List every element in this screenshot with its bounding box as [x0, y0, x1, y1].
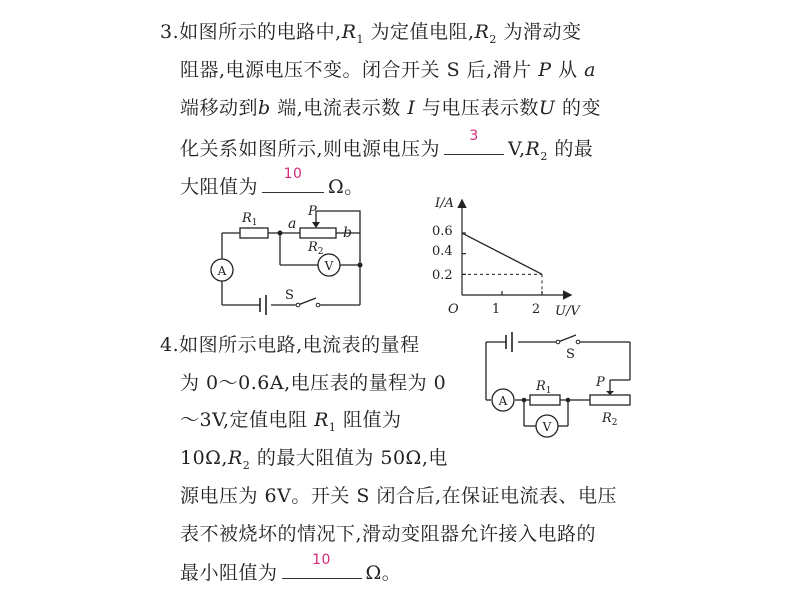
x-axis-label: U/V: [555, 304, 580, 319]
min-resistance-answer: 10: [312, 552, 331, 568]
battery-icon: [506, 332, 512, 352]
q4-number: 4.: [160, 334, 180, 356]
battery-icon: [260, 295, 266, 315]
svg-text:P: P: [308, 204, 317, 219]
i-u-graph: [420, 193, 600, 323]
rheostat-r2: [590, 395, 630, 405]
q4-line-2: 为 0～0.6A,电压表的量程为 0: [180, 372, 447, 394]
q4-line-4: $10\Omega,R_2$ 的最大阻值为 50Ω,电: [180, 447, 448, 472]
svg-text:P: P: [596, 375, 605, 390]
svg-text:S: S: [566, 347, 575, 362]
svg-text:V: V: [542, 420, 552, 434]
q3-line-5: 大阻值为 10 Ω。: [180, 172, 364, 199]
min-resistance-answer-blank: [282, 552, 362, 579]
q3-number: 3.: [160, 21, 180, 43]
q3-line-3: 端移动到b 端,电流表示数 I 与电压表示数U 的变: [180, 97, 601, 119]
voltage-answer-blank: [444, 128, 504, 155]
q3-line-4: 化关系如图所示,则电源电压为 3 $V,R_2$ 的最: [180, 134, 593, 169]
svg-text:A: A: [217, 264, 227, 278]
svg-text:S: S: [285, 288, 294, 303]
svg-text:b: b: [343, 225, 352, 241]
q4-line-1: 4.如图所示电路,电流表的量程: [160, 334, 420, 356]
svg-text:A: A: [498, 394, 508, 408]
q3-line-1: 3.如图所示的电路中$,R_1$ 为定值电阻$,R_2$ 为滑动变: [160, 21, 582, 46]
resistance-answer: 10: [283, 166, 303, 182]
resistor-r1: [240, 228, 268, 238]
circuit-diagram-2: [478, 328, 638, 448]
series-line: [462, 233, 542, 274]
x-tick-label: 2: [531, 302, 541, 317]
svg-text:a: a: [288, 216, 297, 232]
svg-text:R2: $R_2$: [308, 240, 324, 257]
y-axis-label: I/A: [435, 196, 454, 211]
q4-line-3: ～3V,定值电阻 $R_1$ 阻值为: [180, 409, 402, 434]
q4-line-6: 表不被烧坏的情况下,滑动变阻器允许接入电路的: [180, 523, 597, 545]
circuit-diagram-1: [200, 195, 390, 320]
svg-text:V: V: [324, 259, 334, 273]
svg-text:R1: $R_1$: [242, 211, 258, 228]
q3-line-2: 阻器,电源电压不变。闭合开关 S 后,滑片 P 从 a: [180, 59, 596, 81]
q4-line-5: 源电压为 6V。开关 S 闭合后,在保证电流表、电压: [180, 485, 617, 507]
y-tick-label: 0.2: [432, 268, 453, 283]
origin-label: O: [448, 302, 459, 317]
resistor-r1: [530, 395, 560, 405]
svg-text:R1: $R_1$: [536, 379, 552, 396]
rheostat-r2: [300, 228, 336, 238]
y-tick-label: 0.4: [432, 244, 453, 259]
voltage-answer: 3: [469, 128, 479, 144]
resistance-answer-blank: [262, 166, 324, 193]
q4-line-7: 最小阻值为 10 Ω。: [180, 558, 401, 585]
svg-text:R2: $R_2$: [602, 411, 618, 428]
y-tick-label: 0.6: [432, 224, 453, 239]
x-tick-label: 1: [491, 302, 501, 317]
